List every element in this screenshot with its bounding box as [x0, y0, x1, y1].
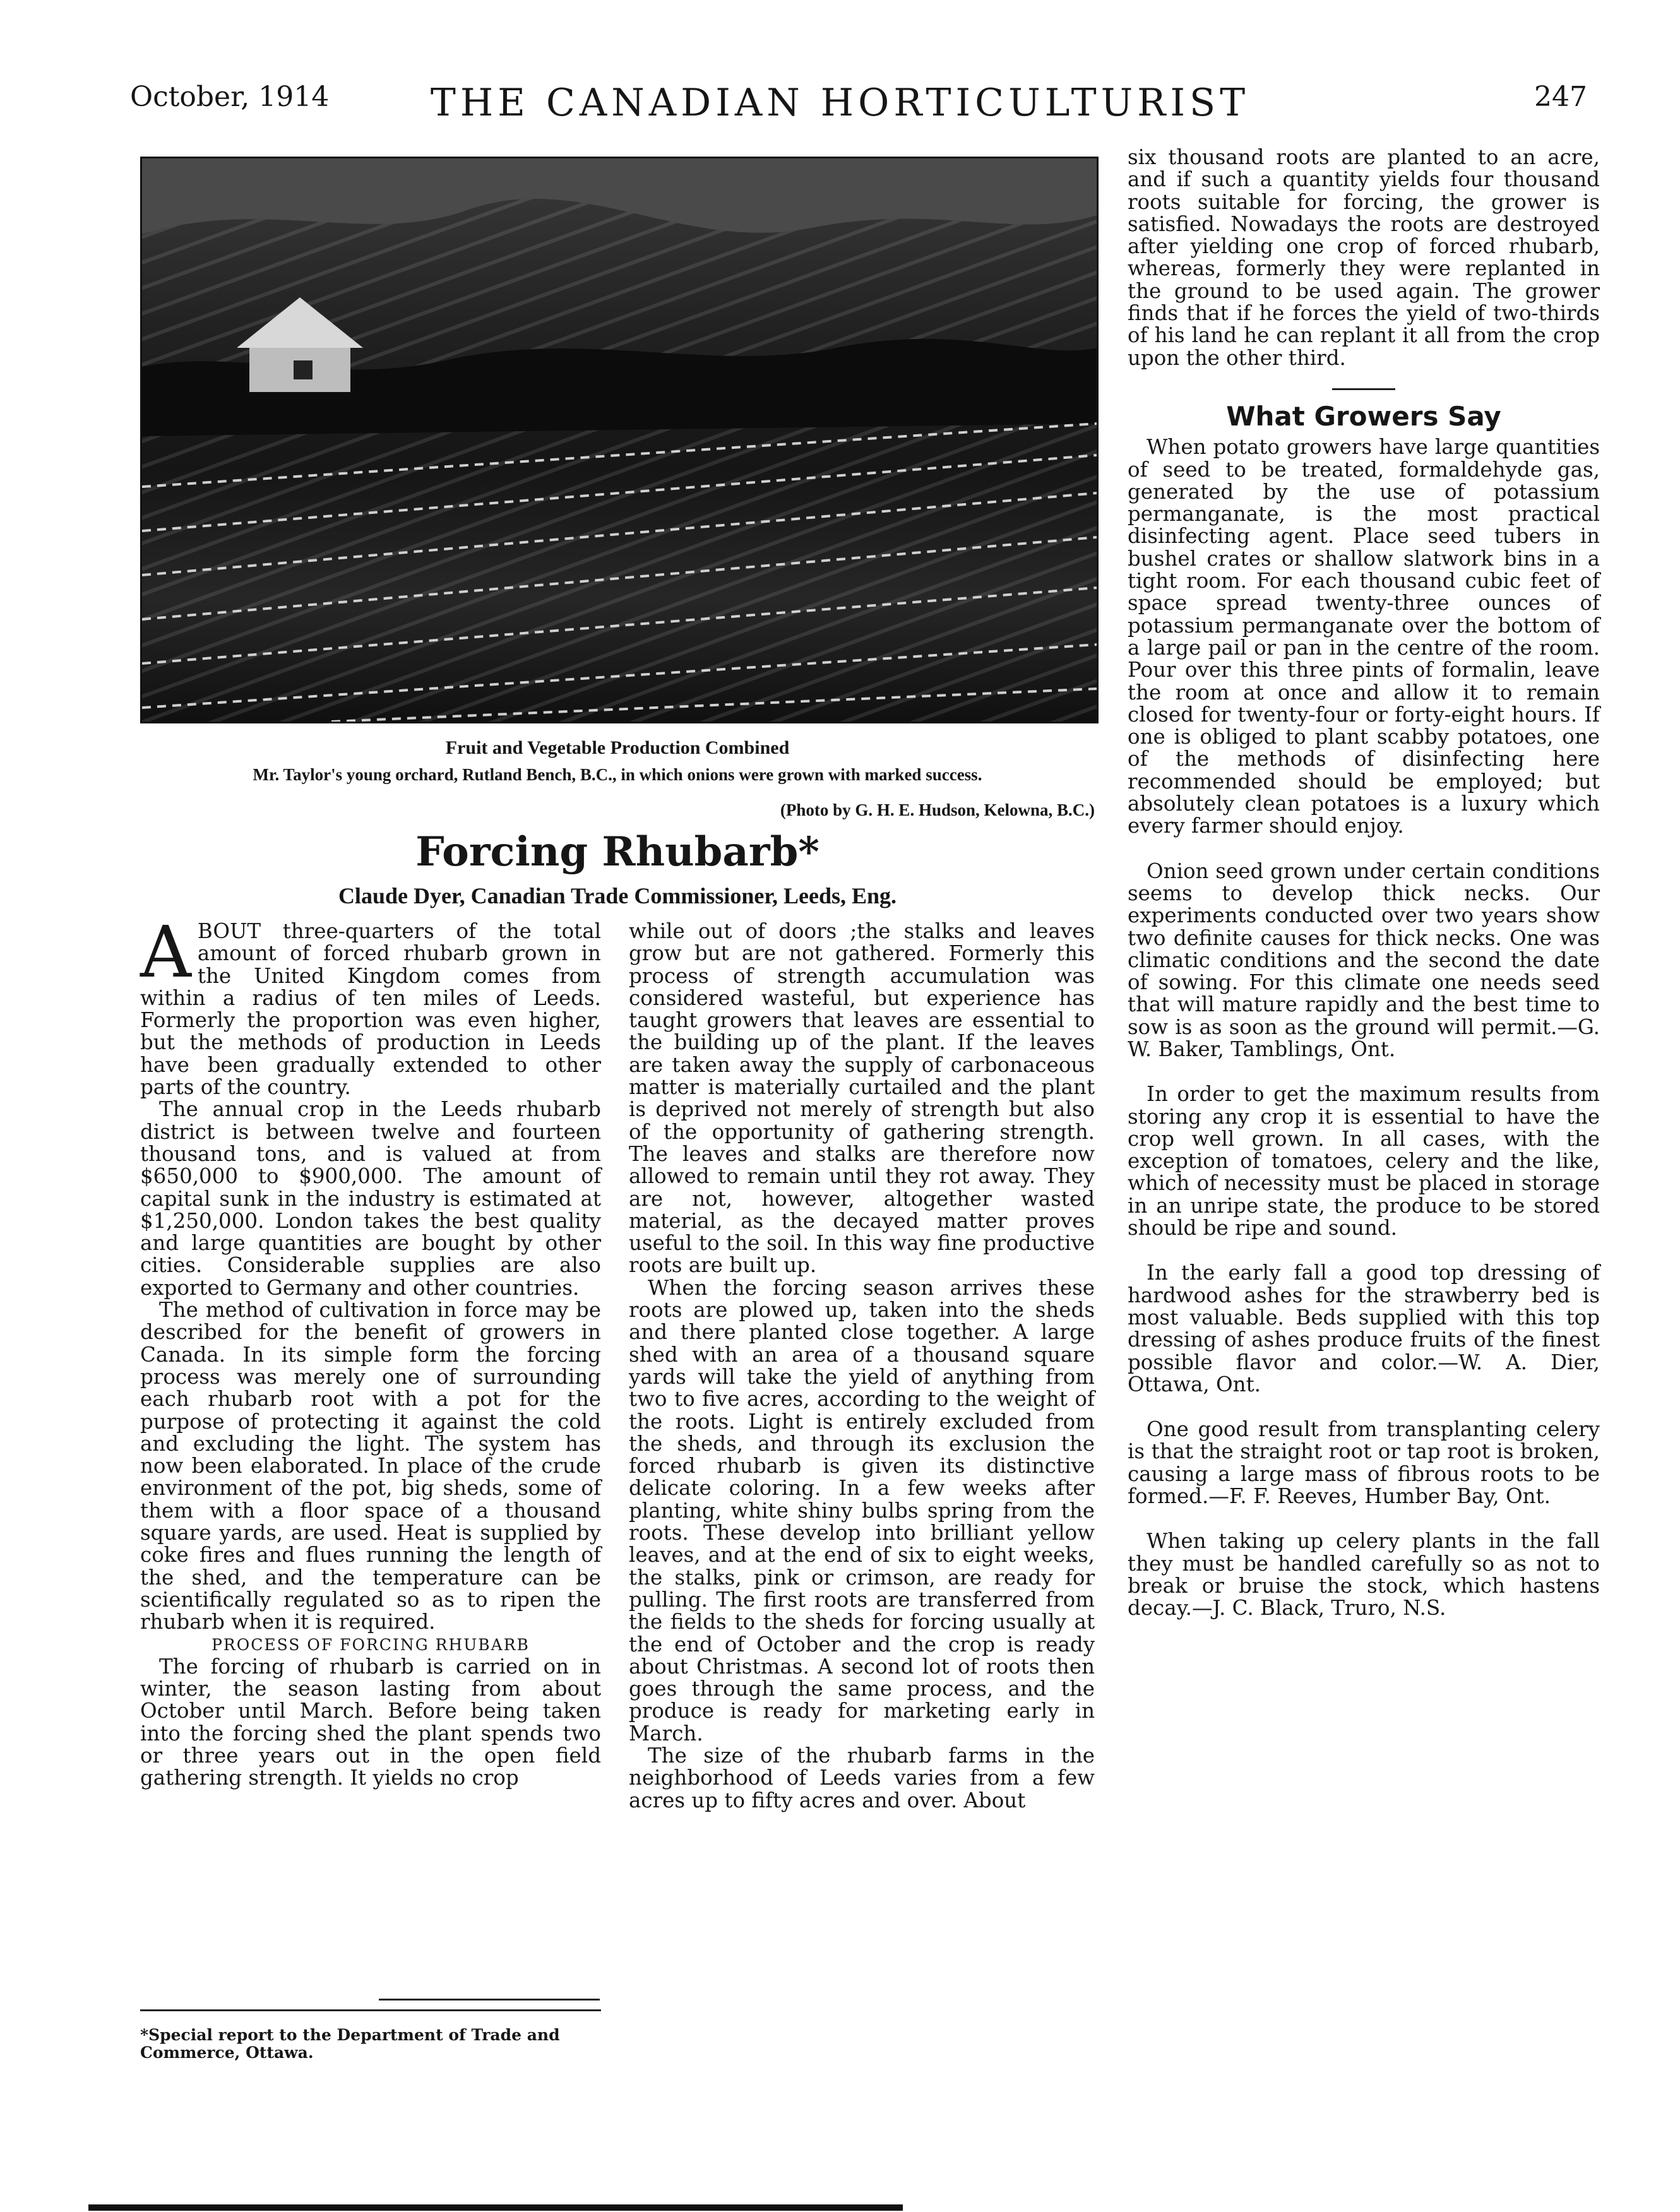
footnote-rule — [140, 2009, 601, 2011]
page-edge-bar — [88, 2204, 903, 2211]
article-paragraph: The forcing of rhubarb is carried on in winter, the season lasting from about October until March. Before being taken into the forcing shed the plant spends two or three years out in the open field gathering strength. It yields no crop — [140, 1654, 601, 1790]
growers-paragraph: When taking up celery plants in the fall they must be handled carefully so as not to break or bruise the stock, which hastens decay.—J. C. Black, Truro, N.S. — [1128, 1529, 1600, 1620]
section-heading: What Growers Say — [1226, 400, 1501, 432]
growers-paragraph: In the early fall a good top dressing of hardwood ashes for the strawberry bed is most valuable. Beds supplied with this top dressing of ashes produce fruits of the finest possible flavor and color.—W. A. Dier, Ottawa, Ont. — [1128, 1261, 1600, 1396]
footnote: *Special report to the Department of Trade and Commerce, Ottawa. — [140, 2026, 560, 2062]
photo-caption-title: Fruit and Vegetable Production Combined — [445, 737, 790, 758]
article-paragraph: The size of the rhubarb farms in the neighborhood of Leeds varies from a few acres up to fifty acres and over. About — [629, 1743, 1095, 1812]
article-paragraph: ABOUT three-quarters of the total amount of forced rhubarb grown in the United Kingdom comes from within a radius of ten miles of Leeds. Formerly the proportion was even higher, but the methods of production in Leeds have been gradually extended to other parts of the country. — [140, 912, 601, 1100]
article-column-1 — [140, 912, 601, 1790]
hills — [142, 158, 1097, 234]
publication-title: THE CANADIAN HORTICULTURIST — [430, 81, 1250, 125]
article-byline: Claude Dyer, Canadian Trade Commissioner, Leeds, Eng. — [338, 883, 897, 908]
page-number: 247 — [1534, 81, 1587, 113]
orchard-photo-illustration — [142, 158, 1097, 722]
drop-cap: A — [140, 912, 191, 994]
section-divider — [1332, 388, 1395, 390]
article-paragraph: while out of doors ;the stalks and leaves grow but are not gathered. Formerly this process of strength accumulation was considered wasteful, but experience has taught growers that leaves are essential to the building up of the plant. If the leaves are taken away the supply of carbonaceous matter is materially curtailed and the plant is deprived not merely of strength but also of the opportunity of gathering strength. The leaves and stalks are therefore now allowed to remain until they rot away. They are not, however, altogether wasted material, as the decayed matter proves useful to the soil. In this way fine productive roots are built up. — [629, 919, 1095, 1278]
growers-paragraph: When potato growers have large quantities of seed to be treated, formaldehyde gas, generated by the use of potassium permanganate, is the most practical disinfecting agent. Place seed tubers in bushel crates or shallow slatwork bins in a tight room. For each thousand cubic feet of space spread twenty-three ounces of potassium permanganate over the bottom of a large pail or pan in the centre of the room. Pour over this three pints of formalin, leave the room at once and allow it to remain closed for twenty-four or forty-eight hours. If one is obliged to plant scabby potatoes, one of the methods of disinfecting here recommended should be employed; but absolutely clean potatoes is a luxury which every farmer should enjoy. — [1128, 435, 1600, 838]
growers-paragraph: One good result from transplanting celery is that the straight root or tap root is broken, causing a large mass of fibrous roots to be formed.—F. F. Reeves, Humber Bay, Ont. — [1128, 1417, 1600, 1509]
growers-paragraph: In order to get the maximum results from storing any crop it is essential to have the crop well grown. In all cases, with the exception of tomatoes, celery and the like, which of necessity must be placed in storage in an unripe state, the produce to be stored should be ripe and sound. — [1128, 1082, 1600, 1240]
article-paragraph: six thousand roots are planted to an acre, and if such a quantity yields four thousand roots suitable for forcing, the grower is satisfied. Nowadays the roots are destroyed after yielding one crop of forced rhubarb, whereas, formerly they were replanted in the ground to be used again. The grower finds that if he forces the yield of two-thirds of his land he can replant it all from the crop upon the other third. — [1128, 145, 1600, 370]
orchard-photo — [140, 157, 1099, 723]
growers-paragraph: Onion seed grown under certain conditions seems to develop thick necks. Our experiments conducted over two years show two definite causes for thick necks. One was climatic conditions and the second the date of sowing. For this climate one needs seed that will mature rapidly and the best time to sow is as soon as the ground will permit.—G. W. Baker, Tamblings, Ont. — [1128, 859, 1600, 1061]
article-column-3 — [1128, 146, 1600, 1620]
underline-rule — [379, 1999, 600, 2001]
article-paragraph: When the forcing season arrives these roots are plowed up, taken into the sheds and there planted close together. A large shed with an area of a thousand square yards will take the yield of anything from two to five acres, according to the weight of the roots. Light is entirely excluded from the sheds, and through its exclusion the forced rhubarb is given its distinctive delicate coloring. In a few weeks after planting, white shiny bulbs spring from the roots. These develop into brilliant yellow leaves, and at the end of six to eight weeks, the stalks, pink or crimson, are ready for pulling. The first roots are transferred from the fields to the sheds for forcing usually at the end of October and the crop is ready about Christmas. A second lot of roots then goes through the same process, and the produce is ready for marketing early in March. — [629, 1275, 1095, 1745]
photo-caption-text: Mr. Taylor's young orchard, Rutland Bench, B.C., in which onions were grown with marked success. — [253, 765, 982, 784]
article-paragraph: The method of cultivation in force may be described for the benefit of growers in Canada. In its simple form the forcing process was merely one of surrounding each rhubarb root with a pot for the purpose of protecting it against the cold and excluding the light. The system has now been elaborated. In place of the crude environment of the pot, big sheds, some of them with a floor space of a thousand square yards, are used. Heat is supplied by coke fires and flues running the length of the shed, and the temperature can be scientifically regulated so as to ripen the rhubarb when it is required. — [140, 1298, 601, 1634]
article-column-2 — [629, 920, 1095, 1812]
house-window — [294, 360, 313, 379]
article-paragraph: The annual crop in the Leeds rhubarb district is between twelve and fourteen thousand tons, and is valued at from $650,000 to $900,000. The amount of capital sunk in the industry is estimated at $1,250,000. London takes the best quality and large quantities are bought by other cities. Considerable supplies are also exported to Germany and other countries. — [140, 1097, 601, 1300]
issue-date: October, 1914 — [130, 81, 330, 113]
house-roof — [237, 297, 363, 348]
article-subhead: PROCESS OF FORCING RHUBARB — [211, 1635, 530, 1654]
photo-credit: (Photo by G. H. E. Hudson, Kelowna, B.C.) — [780, 800, 1095, 819]
article-title: Forcing Rhubarb* — [415, 828, 819, 876]
crop-rows — [142, 424, 1097, 722]
